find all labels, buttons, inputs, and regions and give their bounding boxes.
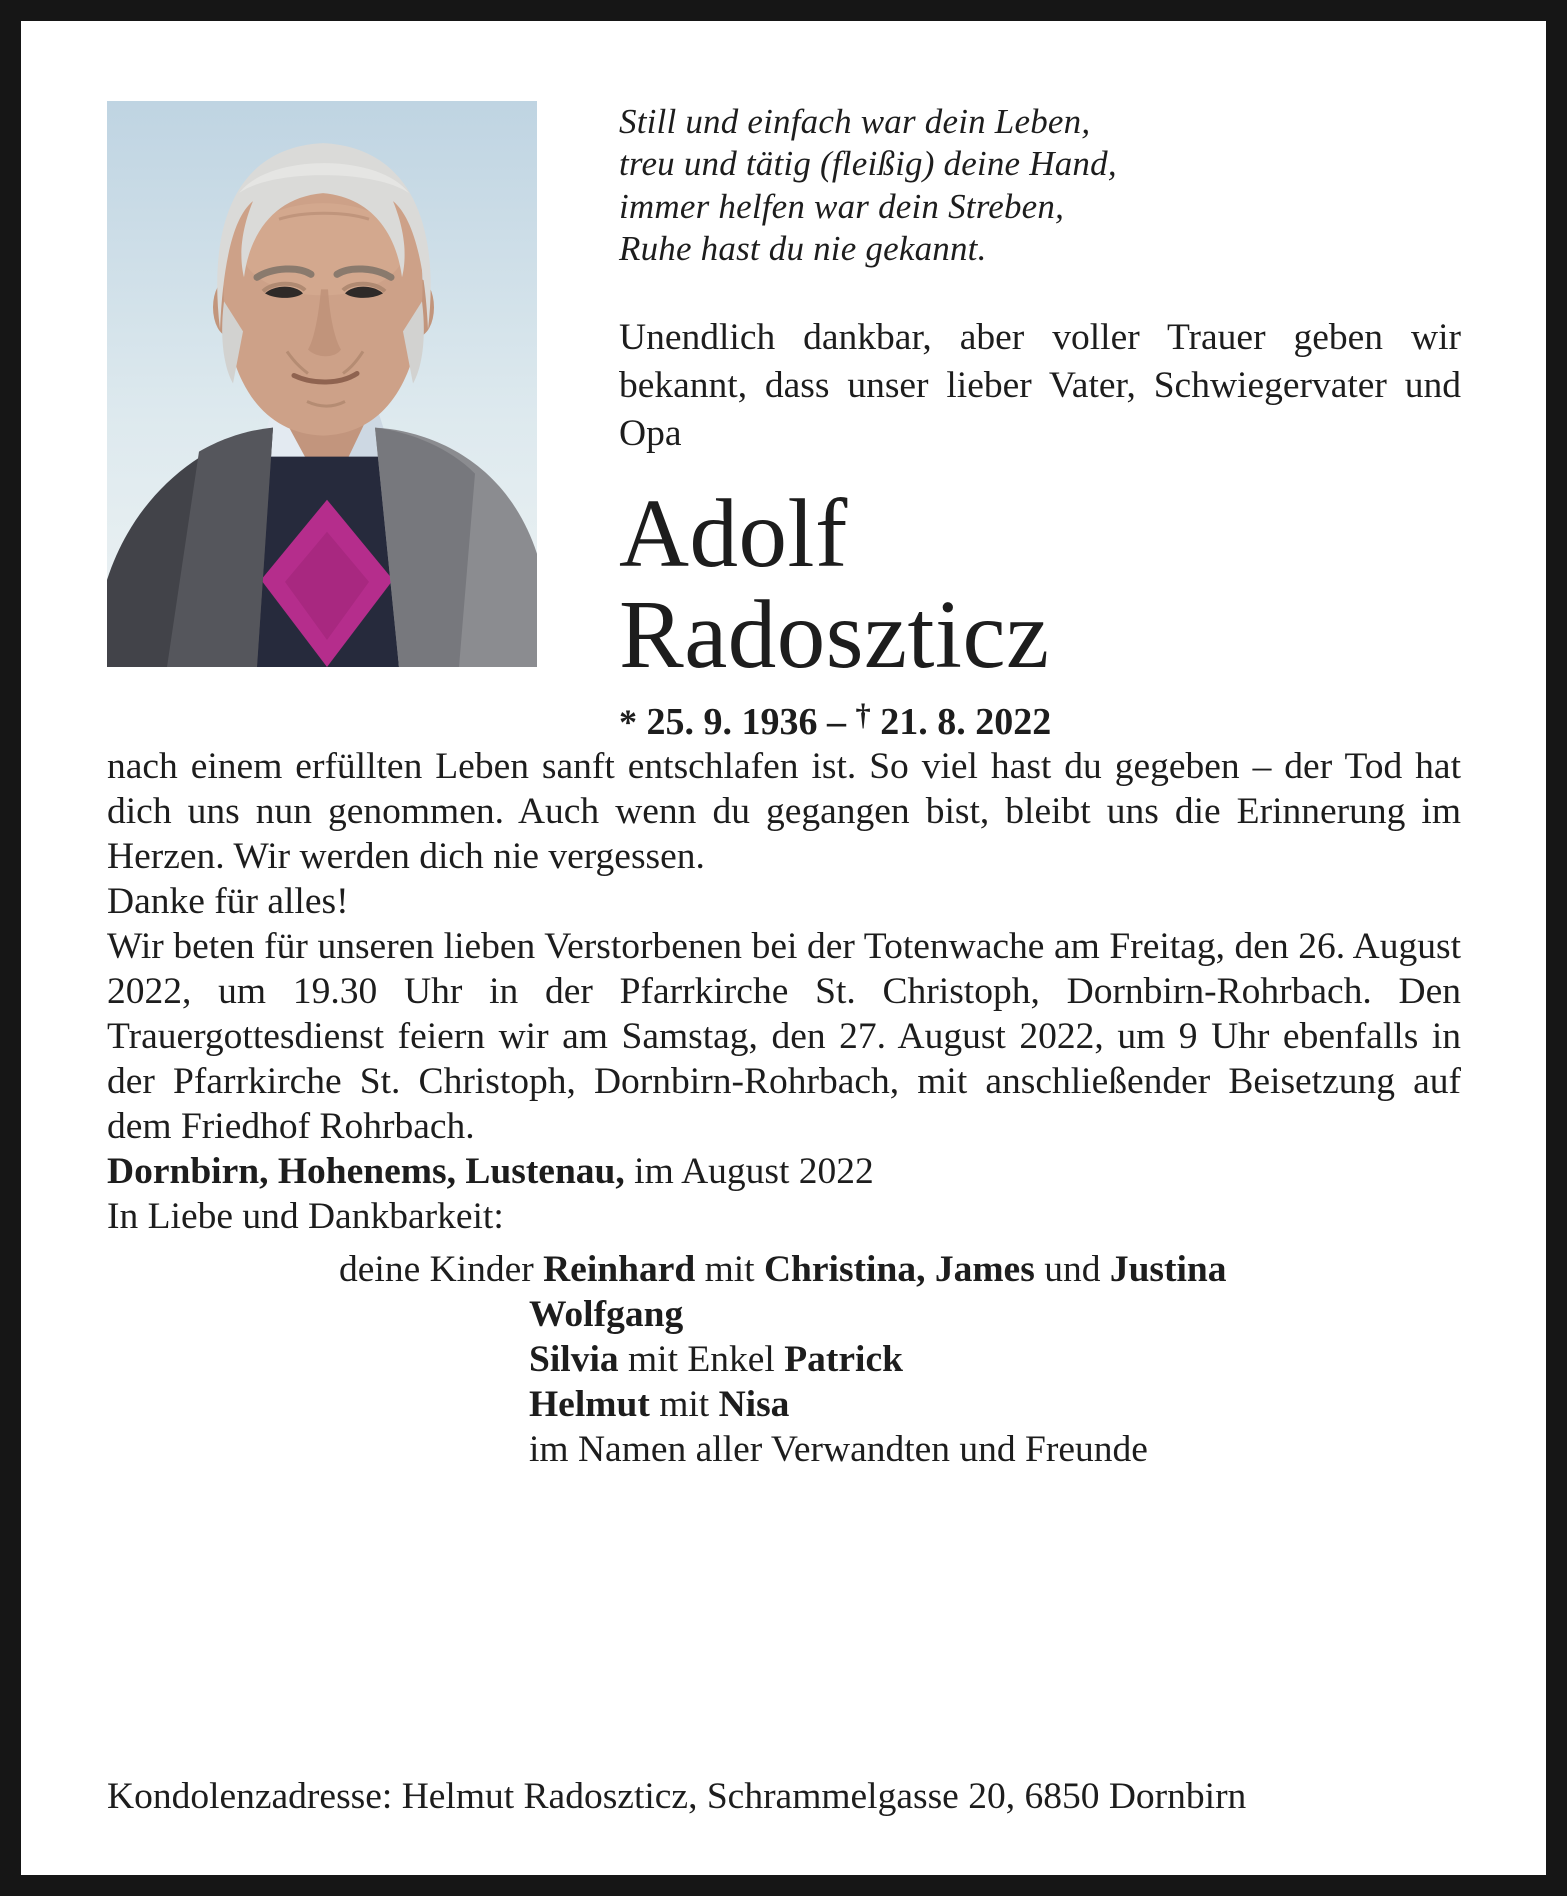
deceased-last-name: Radoszticz xyxy=(619,581,1050,689)
family-line-silvia xyxy=(529,1337,1461,1382)
poem-line: treu und tätig (fleißig) deine Hand, xyxy=(619,144,1117,184)
family-line-helmut xyxy=(529,1382,1461,1427)
poem-line: Still und einfach war dein Leben, xyxy=(619,102,1091,141)
announcement-text: Unendlich dankbar, aber voller Trauer geben wir bekannt, dass unser lieber Vater, Schwiegervater und Opa xyxy=(619,317,1461,455)
family-line-text: mit Enkel xyxy=(618,1339,785,1381)
top-section xyxy=(107,101,1461,744)
place-date-line xyxy=(107,1149,1461,1194)
portrait-illustration xyxy=(107,101,537,667)
family-member-name: Justina xyxy=(1109,1249,1227,1291)
poem-line: immer helfen war dein Streben, xyxy=(619,186,1065,226)
portrait-photo xyxy=(107,101,537,667)
death-date: 21. 8. 2022 xyxy=(880,701,1052,744)
family-line-text: mit xyxy=(695,1249,764,1291)
family-member-name: Patrick xyxy=(784,1339,903,1381)
family-member-name: Reinhard xyxy=(543,1249,696,1291)
life-dates xyxy=(619,698,1461,744)
month-year-text: im August 2022 xyxy=(634,1151,874,1193)
paragraph-eulogy: nach einem erfüllten Leben sanft entschlafen ist. So viel hast du gegeben – der Tod hat dich uns nun genommen. Auch wenn du gegangen bist, bleibt uns die Erinnerung im Herzen. Wir werden dich nie vergessen. xyxy=(107,746,1461,878)
family-member-name: Silvia xyxy=(529,1339,619,1381)
birth-symbol: * xyxy=(619,702,638,743)
family-member-name: Helmut xyxy=(529,1384,650,1426)
spacer xyxy=(107,1472,1461,1774)
family-member-name: Nisa xyxy=(718,1384,790,1426)
family-line-wolfgang xyxy=(529,1292,1461,1337)
dates-separator: – xyxy=(827,701,847,744)
obituary-content xyxy=(21,21,1546,1875)
death-symbol: † xyxy=(855,698,871,733)
birth-date: 25. 9. 1936 xyxy=(646,701,818,744)
family-line-text: deine Kinder xyxy=(339,1249,544,1291)
places-text: Dornbirn, Hohenems, Lustenau, xyxy=(107,1151,625,1193)
family-line-text: mit xyxy=(649,1384,719,1426)
intro-column xyxy=(619,101,1461,744)
closing-intro: In Liebe und Dankbarkeit: xyxy=(107,1196,504,1238)
family-line-text: und xyxy=(1034,1249,1110,1291)
family-member-name: Wolfgang xyxy=(529,1294,684,1336)
memorial-poem xyxy=(619,101,1461,270)
family-list xyxy=(107,1247,1461,1472)
deceased-name xyxy=(619,480,1461,689)
poem-line: Ruhe hast du nie gekannt. xyxy=(619,229,987,269)
condolence-address: Kondolenzadresse: Helmut Radoszticz, Schrammelgasse 20, 6850 Dornbirn xyxy=(107,1776,1247,1817)
paragraph-services: Wir beten für unseren lieben Verstorbenen bei der Totenwache am Freitag, den 26. August 2022, um 19.30 Uhr in der Pfarrkirche St. Christoph, Dornbirn-Rohrbach. Den Trauergottesdienst feiern wir am Samstag, den 27. August 2022, um 9 Uhr ebenfalls in der Pfarrkirche St. Christoph, Dornbirn-Rohrbach, mit anschließender Beisetzung auf dem Friedhof Rohrbach. xyxy=(107,926,1461,1148)
family-line-children xyxy=(339,1247,1461,1292)
paragraph-thanks: Danke für alles! xyxy=(107,881,349,923)
family-member-name: Christina, James xyxy=(763,1249,1035,1291)
deceased-first-name: Adolf xyxy=(619,480,848,588)
family-line-text: im Namen aller Verwandten und Freunde xyxy=(529,1429,1148,1471)
family-line-relatives xyxy=(529,1427,1461,1472)
